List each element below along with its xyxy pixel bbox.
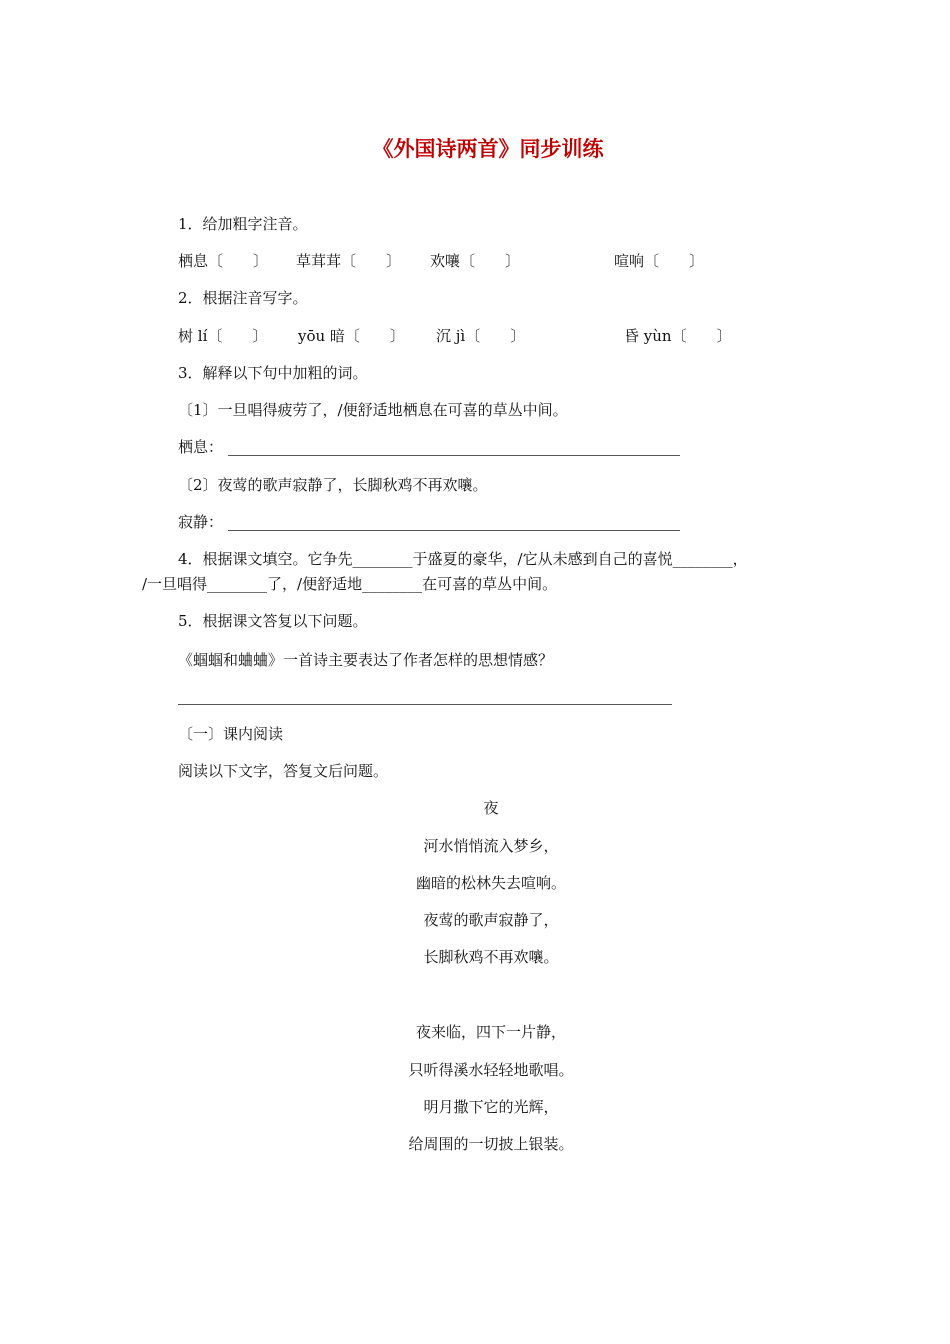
question-5-question: 《蝈蝈和蛐蛐》一首诗主要表达了作者怎样的思想情感？ bbox=[178, 651, 554, 669]
q1-item: 栖息〔 〕 bbox=[178, 252, 269, 270]
question-4-line-1: 4．根据课文填空。它争先________于盛夏的豪华，/它从未感到自己的喜悦________， bbox=[178, 550, 748, 568]
question-2-prompt: 2．根据注音写字。 bbox=[178, 289, 308, 307]
poem-line: 河水悄悄流入梦乡， bbox=[423, 837, 559, 855]
poem-line: 夜来临，四下一片静， bbox=[415, 1023, 567, 1041]
question-5-prompt: 5．根据课文答复以下问题。 bbox=[178, 612, 368, 630]
question-1-prompt: 1．给加粗字注音。 bbox=[178, 215, 308, 233]
poem-line: 给周围的一切披上银装。 bbox=[408, 1135, 574, 1153]
q3-answer-label-1: 栖息： bbox=[178, 438, 224, 456]
poem-line: 夜莺的歌声寂静了， bbox=[423, 911, 559, 929]
q2-item: 树 lí〔 〕 bbox=[178, 327, 268, 345]
q3-answer-label-2: 寂静： bbox=[178, 513, 224, 531]
q1-item: 草茸茸〔 〕 bbox=[296, 252, 402, 270]
question-3-prompt: 3．解释以下句中加粗的词。 bbox=[178, 364, 368, 382]
q3-sentence-1: 〔1〕一旦唱得疲劳了，/便舒适地栖息在可喜的草丛中间。 bbox=[178, 401, 568, 419]
poem-line: 明月撒下它的光辉， bbox=[423, 1098, 559, 1116]
section-instruction: 阅读以下文字，答复文后问题。 bbox=[178, 762, 389, 780]
question-4-line-2: /一旦唱得________了，/便舒适地________在可喜的草丛中间。 bbox=[142, 575, 558, 593]
q1-item: 欢嚷〔 〕 bbox=[430, 252, 521, 270]
poem-line: 长脚秋鸡不再欢嚷。 bbox=[423, 948, 559, 966]
section-heading: 〔一〕课内阅读 bbox=[178, 725, 284, 743]
answer-line bbox=[228, 455, 680, 456]
q2-item: 昏 yùn〔 〕 bbox=[624, 327, 732, 345]
poem-line: 只听得溪水轻轻地歌唱。 bbox=[408, 1061, 574, 1079]
answer-line bbox=[228, 530, 680, 531]
q1-item: 喧响〔 〕 bbox=[614, 252, 705, 270]
poem-title: 夜 bbox=[483, 799, 499, 817]
answer-line bbox=[178, 704, 672, 705]
page-title: 《外国诗两首》同步训练 bbox=[372, 136, 604, 161]
q3-sentence-2: 〔2〕夜莺的歌声寂静了，长脚秋鸡不再欢嚷。 bbox=[178, 476, 488, 494]
q2-item: 沉 jì〔 〕 bbox=[436, 327, 526, 345]
q2-item: yōu 暗〔 〕 bbox=[298, 327, 405, 345]
poem-line: 幽暗的松林失去喧响。 bbox=[415, 874, 567, 892]
